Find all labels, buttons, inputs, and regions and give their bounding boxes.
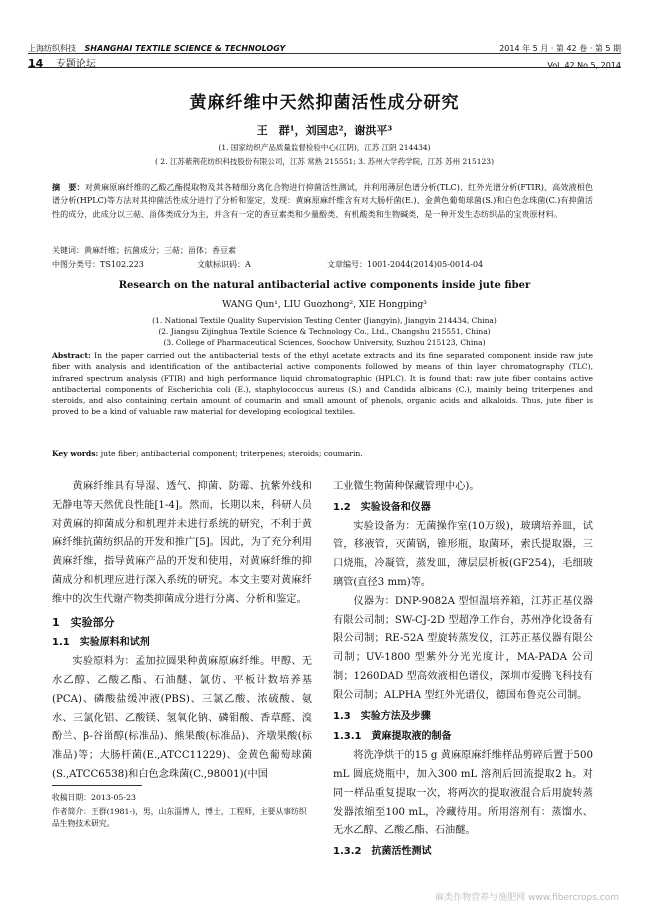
- materials-paragraph: 实验原料为：孟加拉圆果种黄麻原麻纤维。甲醇、无水乙醇、乙酸乙酯、石油醚、氯仿、平板计数培养基(PCA)、磷酸盐缓冲液(PBS)、三氯乙酸、浓硫酸、氨水、三氯化铝、乙酸镁、氢氧化钠、磷钼酸、香草醛、溴酚兰、β-谷甾醇(标准品)、熊果酸(标准品)、齐墩果酸(标准品)等；大肠杆菌(E.,ATCC11229)、金黄色葡萄球菌(S.,ATCC6538)和白色念珠菌(C.,98001)(中国: [52, 656, 312, 780]
- page-number: 14: [28, 57, 44, 70]
- journal-name-en: SHANGHAI TEXTILE SCIENCE & TECHNOLOGY: [84, 44, 286, 53]
- keywords-en: [52, 449, 363, 458]
- paper-title-cn: 黄麻纤维中天然抑菌活性成分研究: [189, 93, 460, 113]
- watermark: 麻类作物营养与施肥网 www.fibercrops.com: [435, 893, 619, 903]
- affiliation-en-1: (1. National Textile Quality Supervision Testing Center (Jiangyin), Jiangyin 214434, China): [152, 316, 497, 325]
- header-rule-thin: [28, 53, 621, 54]
- paper-title-en: Research on the natural antibacterial active components inside jute fiber: [118, 280, 531, 291]
- abstract-en-text: In the paper carried out the antibacterial tests of the ethyl acetate extracts and its fine separated component inside raw jute fiber with analysis and identification of the antibacterial active components followed by means of thin layer chromatography (TLC), infrared spectrum analysis (FTIR) and high performance liquid chromatographic (HPLC). It is found that: raw jute fiber contains active antibacterial components of Escherichia coli (E.), staphylococcus aureus (S.) and Candida albicans (C.), mainly being triterpenes and steroids, and also containing certain amount of coumarin and small amount of phenols, organic acids and alkaloids. Thus, jute fiber is proved to be a kind of valuable raw material for developing ecological textiles.: [52, 351, 594, 417]
- section-heading-1-2: 1.2 实验设备和仪器: [333, 501, 431, 513]
- article-number: 文章编号：1001-2044(2014)05-0014-04: [327, 260, 484, 269]
- method-paragraph: 将洗净烘干的15 g 黄麻原麻纤维样品剪碎后置于500 mL 圆底烧瓶中，加入300 mL 溶剂后回流提取2 h。对同一样品重复提取一次，将两次的提取液混合后用旋转蒸发器浓缩至100 mL，冷藏待用。所用溶剂有：蒸馏水、无水乙醇、乙酸乙酯、石油醚。: [333, 750, 593, 837]
- equipment-paragraph: 实验设备为：无菌操作室(10万级)，玻璃培养皿，试管，移液管，灭菌锅，锥形瓶，取菌环，索氏提取器，三口烧瓶，冷凝管，蒸发皿，薄层层析板(GF254)，毛细玻璃管(直径3 mm)等。: [333, 520, 593, 588]
- section-heading-1-1: 1.1 实验原料和试剂: [52, 637, 150, 649]
- affiliation-en-3: (3. College of Pharmaceutical Sciences, Soochow University, Suzhou 215123, China): [163, 338, 486, 347]
- footnote-rule: [52, 785, 142, 786]
- abstract-en: [52, 350, 593, 418]
- keywords-en-label: Key words:: [52, 449, 99, 458]
- materials-continued: 工业微生物菌种保藏管理中心)。: [333, 481, 480, 492]
- affiliation-cn-1: (1. 国家纺织产品质量监督检验中心(江阴)，江苏 江阴 214434): [218, 143, 431, 152]
- affiliation-cn-2: ( 2. 江苏紫荆花纺织科技股份有限公司，江苏 常熟 215551; 3. 苏州大学药学院，江苏 苏州 215123): [154, 157, 495, 166]
- issue-info-en: Vol. 42 No.5, 2014: [547, 61, 621, 70]
- authors-en: WANG Qun¹, LIU Guozhong², XIE Hongping³: [222, 300, 427, 310]
- footnote-received: 收稿日期：2013-05-23: [52, 793, 136, 802]
- abstract-cn-text: 对黄麻原麻纤维的乙酸乙酯提取物及其各精细分离化合物进行抑菌活性测试，并利用薄层色谱分析(TLC)、红外光谱分析(FTIR)、高效液相色谱分析(HPLC)等方法对其抑菌活性成分进行了分析和鉴定，发现：黄麻原麻纤维含有对大肠杆菌(E.)、金黄色葡萄球菌(S.)和白色念珠菌(C.)有抑菌活性的成分，此成分以三萜、甾体类成分为主，并含有一定的香豆素类和少量酚类、有机酸类和生物碱类，是一种开发生态纺织品的宝贵原材料。: [52, 182, 593, 219]
- affiliation-en-2: (2. Jiangsu Zijinghua Textile Science & Technology Co., Ltd., Changshu 215551, China): [158, 327, 491, 336]
- journal-name-cn: 上海纺织科技: [28, 44, 76, 53]
- section-heading-1-3: 1.3 实验方法及步骤: [333, 710, 431, 722]
- section-heading-1-3-1: 1.3.1 黄麻提取液的制备: [333, 731, 452, 743]
- section-heading-1: 1 实验部分: [52, 615, 115, 629]
- authors-cn: 王 群¹，刘国忠²，谢洪平³: [256, 124, 393, 137]
- section-tag: 专题论坛: [55, 59, 96, 70]
- intro-paragraph: 黄麻纤维具有导湿、透气、抑菌、防霉、抗紫外线和无静电等天然优良性能[1-4]。然而，长期以来，科研人员对黄麻的抑菌成分和机理并未进行系统的研究，不利于黄麻纤维抗菌纺织品的开发和推广[5]。因此，为了充分利用黄麻纤维，指导黄麻产品的开发和使用，对黄麻纤维的抑菌成分和机理应进行深入系统的研究。本文主要对黄麻纤维中的次生代谢产物类抑菌成分进行分离、分析和鉴定。: [52, 481, 312, 605]
- header-rule-thick: [28, 67, 621, 68]
- document-code: 文献标识码：A: [197, 260, 251, 269]
- keywords-cn: 关键词：黄麻纤维；抗菌成分；三萜；甾体；香豆素: [52, 246, 236, 255]
- section-heading-1-3-2: 1.3.2 抗菌活性测试: [333, 846, 432, 858]
- issue-info-cn: 2014 年 5 月 · 第 42 卷 · 第 5 期: [499, 44, 621, 53]
- abstract-cn-label: 摘 要：: [52, 182, 85, 192]
- footnote-author: 作者简介：王群(1981-)，男，山东淄博人，博士，工程师，主要从事纺织品生物技术研究。: [52, 807, 307, 828]
- keywords-en-text: jute fiber; antibacterial component; triterpenes; steroids; coumarin.: [100, 449, 363, 458]
- abstract-en-label: Abstract:: [52, 351, 91, 360]
- instruments-paragraph: 仪器为：DNP-9082A 型恒温培养箱，江苏正基仪器有限公司制；SW-CJ-2D 型超净工作台，苏州净化设备有限公司制；RE-52A 型旋转蒸发仪，江苏正基仪器有限公司制；UV-1800 型紫外分光光度计，MA-PADA 公司制；1260DAD 型高效液相色谱仪，深圳市爱腾飞科技有限公司制；ALPHA 型红外光谱仪，德国布鲁克公司制。: [333, 595, 593, 701]
- clc-number: 中图分类号：TS102.223: [52, 260, 144, 269]
- body-column-left: [52, 478, 312, 785]
- abstract-cn: [52, 181, 593, 221]
- classification-row: [52, 259, 593, 270]
- body-column-right: [333, 478, 593, 862]
